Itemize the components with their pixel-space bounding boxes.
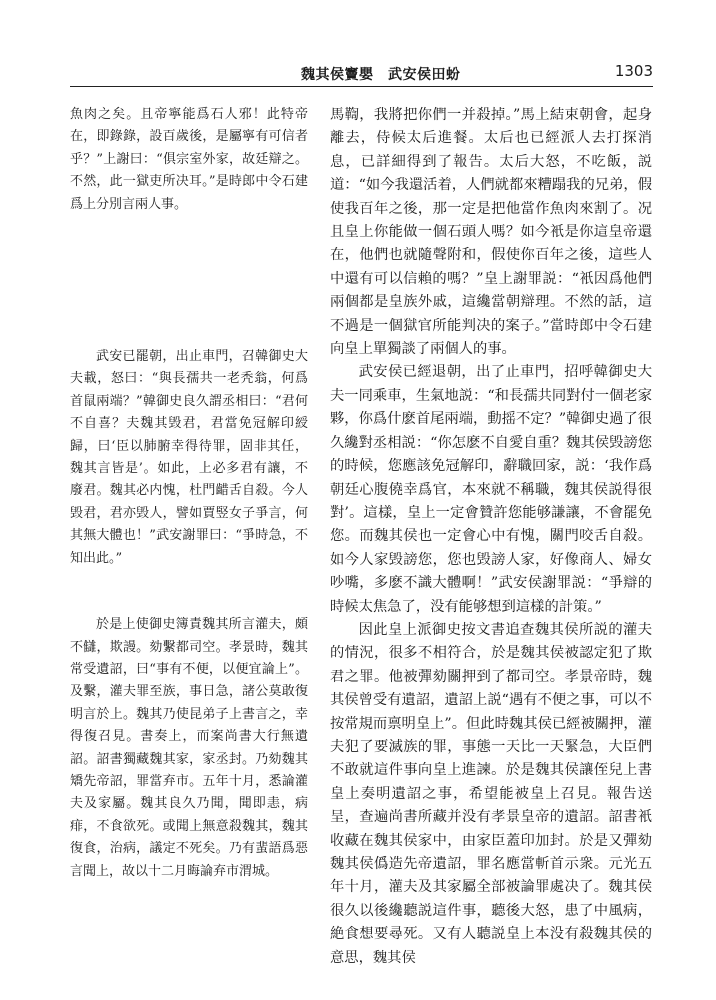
- left-paragraph-1: 魚肉之矣。且帝寧能爲石人邪！此特帝在，即錄錄，設百歲後，是屬寧有可信者乎？”上謝曰：“俱宗室外家，故廷辯之。不然，此一獄吏所决耳。”是時郎中令石建爲上分別言兩人事。: [70, 107, 308, 212]
- right-paragraph-1: 馬鞫，我將把你們一并殺掉。”馬上結束朝會，起身離去，侍候太后進餐。太后也已經派人去打探消息，已詳細得到了報告。太后大怒，不吃飯，説道：“如今我還活着，人們就都來糟蹋我的兄弟，假使我百年之後，那一定是把他當作魚肉來割了。况且皇上你能做一個石頭人嗎？如今衹是你這皇帝還在，他們也就隨聲附和，假使你百年之後，這些人中還有可以信賴的嗎？”皇上謝罪説：“衹因爲他們兩個都是皇族外戚，這纔當朝辯理。不然的話，這不過是一個獄官所能判决的案子。”當時郎中令石建向皇上單獨談了兩個人的事。: [330, 107, 652, 358]
- left-paragraph-3: 於是上使御史簿責魏其所言灌夫，頗不讎，欺謾。劾繫都司空。孝景時，魏其常受遺詔，曰“事有不便，以便宜論上”。及繫，灌夫罪至族，事日急，諸公莫敢復明言於上。魏其乃使昆弟子上書言之，幸得復召見。書奏上，而案尚書大行無遺詔。詔書獨藏魏其家，家丞封。乃劾魏其矯先帝詔，罪當弃市。五年十月，悉論灌夫及家屬。魏其良久乃聞，聞即恚，病痱，不食欲死。或聞上無意殺魏其，魏其復食，治病，議定不死矣。乃有蜚語爲惡言聞上，故以十二月晦論弃市渭城。: [70, 617, 308, 879]
- page-number: 1303: [614, 62, 653, 80]
- spacer: [70, 216, 308, 346]
- running-header: [70, 60, 653, 87]
- spacer: [70, 570, 308, 614]
- right-paragraph-3: 因此皇上派御史按文書追查魏其侯所説的灌夫的情況，很多不相符合，於是魏其侯被認定犯了欺君之罪。他被彈劾關押到了都司空。孝景帝時，魏其侯曾受有遺詔，遺詔上説“遇有不便之事，可以不按常規而禀明皇上”。但此時魏其侯已經被關押，灌夫犯了要滅族的罪，事態一天比一天緊急，大臣們不敢就這件事向皇上進諫。於是魏其侯讓侄兒上書皇上奏明遺詔之事，希望能被皇上召見。報告送呈，查遍尚書所藏并没有孝景皇帝的遺詔。詔書衹收藏在魏其侯家中，由家臣蓋印加封。於是又彈劾魏其侯僞造先帝遺詔，罪名應當斬首示衆。元光五年十月，灌夫及其家屬全部被論罪處决了。魏其侯很久以後纔聽説這件事，聽後大怒，患了中風病，絶食想要尋死。又有人聽説皇上本没有殺魏其侯的意思，魏其侯: [330, 621, 652, 966]
- left-column-classical-text: [70, 104, 308, 883]
- right-paragraph-2: 武安侯已經退朝，出了止車門，招呼韓御史大夫一同乘車，生氣地説：“和長孺共同對付一個老家夥，你爲什麽首尾兩端，動摇不定？”韓御史過了很久纔對丞相説：“你怎麽不自愛自重？魏其侯毁謗您的時候，您應該免冠解印，辭職回家，説：‘我作爲朝廷心腹僥幸爲官，本來就不稱職，魏其侯説得很對’。這樣，皇上一定會贊許您能够謙讓，不會罷免您。而魏其侯也一定會心中有愧，關門咬舌自殺。如今人家毁謗您，您也毁謗人家，好像商人、婦女吵嘴，多麽不識大體啊！”武安侯謝罪説：“爭辯的時候太焦急了，没有能够想到這樣的計策。”: [330, 364, 652, 615]
- running-title: 魏其侯竇嬰 武安侯田蚡: [301, 67, 461, 83]
- right-column-translation: [330, 104, 652, 970]
- left-paragraph-2: 武安已罷朝，出止車門，召韓御史大夫載，怒曰：“與長孺共一老秃翁，何爲首鼠兩端？”韓御史良久謂丞相曰：“君何不自喜？夫魏其毁君，君當免冠解印綬歸，曰‘臣以肺腑幸得待罪，固非其任，魏其言皆是’。如此，上必多君有讓，不廢君。魏其必内愧，杜門齰舌自殺。今人毁君，君亦毁人，譬如賈竪女子爭言，何其無大體也！”武安謝罪曰：“爭時急，不知出此。”: [70, 349, 308, 566]
